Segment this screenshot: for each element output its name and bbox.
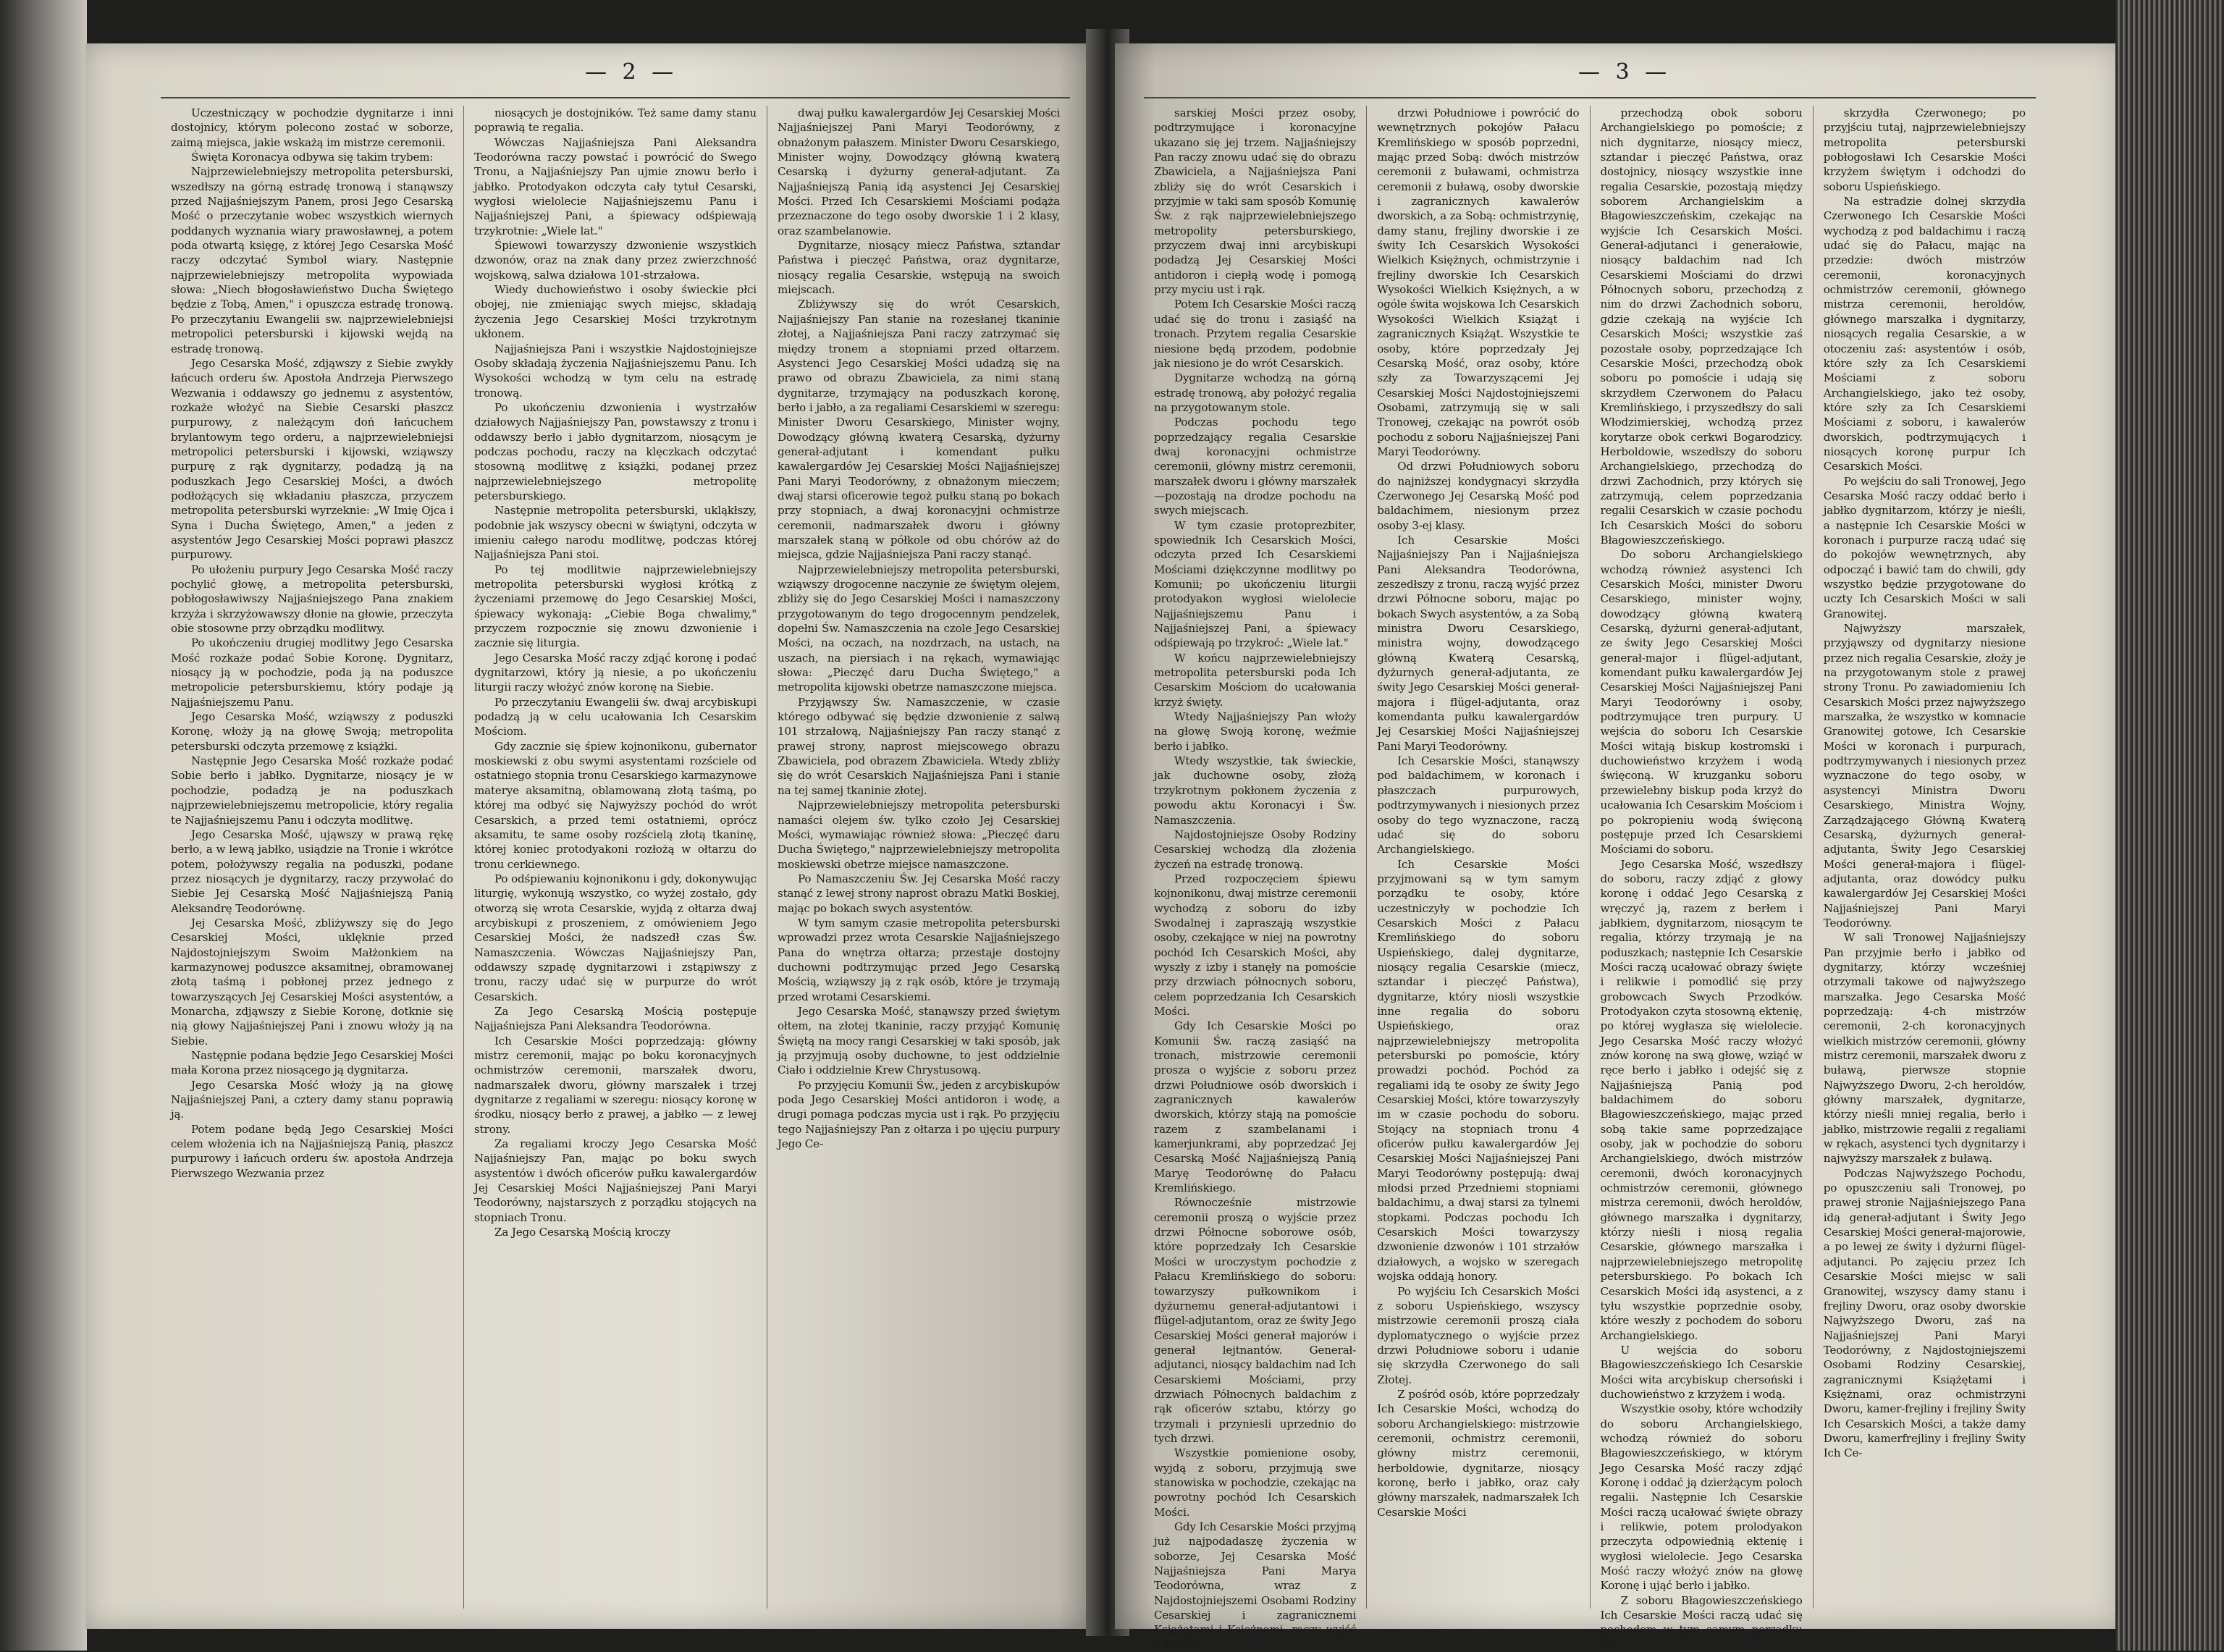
- paragraph: Następnie podana będzie Jego Cesarskiej Mości mała Korona przez niosącego ją dygnitarza.: [171, 1049, 453, 1077]
- paragraph: Najprzewielebniejszy metropolita petersburski, wszedłszy na górną estradę tronową i stanąwszy przed Najjaśniejszym Panem, prosi Jego Cesarską Mość o przeczytanie wobec wszystkich wiernych poddanych wyznania wiary prawosławnej, a potem poda otwartą księgę, z której Jego Cesarska Mość raczy odczytać Symbol wiary. Następnie najprzewielebniejszy metropolita wypowiada słowa: „Niech błogosławieństwo Ducha Świętego będzie z Tobą, Amen," i opuszcza estradę tronową. Po przeczytaniu Ewangelii sw. najprzewielebniejsi metropolici petersburski i kijowski wejdą na estradę tronową.: [171, 165, 453, 355]
- paragraph: Ich Cesarskie Mości przyjmowani są w tym samym porządku te osoby, które uczestniczyły w pochodzie Ich Cesarskich Mości z Pałacu Kremlińskiego do soboru Uspieńskiego, dalej dygnitarze, niosący regalia Cesarskie (miecz, sztandar i pieczęć Państwa), dygnitarze, który niosli wszystkie inne regalia do soboru Uspieńskiego, oraz najprzewielebniejszy metropolita petersburski po pomoście, który prowadzi pochód. Pochód za regaliami idą te osoby ze świty Jego Cesarskiej Mości, które towarzyszyły im w czasie pochodu do soboru. Stojący na stopniach tronu 4 oficerów pułku kawalergardów Jej Cesarskiej Mości Najjaśniejszej Pani Maryi Teodorówny postępują: dwaj młodsi przed Przedniemi stopniami baldachimu, a dwaj starsi za tylnemi stopkami. Podczas pochodu Ich Cesarskich Mości towarzyszy dzwonienie dzwonów i 101 strzałów działowych, a wojsko w szeregach wojska oddają honory.: [1377, 857, 1580, 1284]
- paragraph: Najprzewielebniejszy metropolita petersburski, wziąwszy drogocenne naczynie ze świętym olejem, zbliży się do Jego Cesarskiej Mości i namaszczony przygotowanym do tego drogocennym pendzelek, dopełni Św. Namaszczenia na czole Jego Cesarskiej Mości, na oczach, na nozdrzach, na ustach, na uszach, na piersiach i na rękach, wymawiając słowa: „Pieczęć daru Ducha Świętego," a metropolita kijowski obetrze namaszczone miejsca.: [778, 562, 1060, 694]
- paragraph: Jej Cesarska Mość, zbliżywszy się do Jego Cesarskiej Mości, uklęknie przed Najdostojniejszym Swoim Małżonkiem na karmazynowej poduszce aksamitnej, obramowanej złotą taśmą i pobłonej przez jednego z towarzyszących Jej Cesarskiej Mości asystentów, a Monarcha, zdjąwszy z Siebie Koronę, dotknie się nią głowy Najjaśniejszej Pani i znowu włoży ją na Siebie.: [171, 916, 453, 1048]
- paragraph: Po przyjęciu Komunii Św., jeden z arcybiskupów poda Jego Cesarskiej Mości antidoron i wodę, a drugi pomaga podczas mycia ust i rąk. Po przyjęciu tego Najjaśniejszy Pan z ołtarza i po ujęciu purpury Jego Ce-: [778, 1078, 1060, 1151]
- left-page: [85, 43, 1099, 1629]
- header-rule: [1144, 97, 2036, 98]
- text-column: [1813, 106, 2036, 1609]
- paragraph: Po ukończeniu drugiej modlitwy Jego Cesarska Mość rozkaże podać Sobie Koronę. Dygnitarz, niosący ją w pochodzie, poda ją na poduszce metropolicie petersburskiemu, który podaje ją Najjaśniejszemu Panu.: [171, 636, 453, 709]
- paragraph: przechodzą obok soboru Archangielskiego po pomoście; z nich dygnitarze, niosący miecz, sztandar i pieczęć Państwa, oraz dostojnicy, niosący wszystkie inne regalia Cesarskie, pozostają między soborem Archangielskim a Błagowieszczeńskim, czekając na wyjście Ich Cesarskich Mości. Generał-adjutanci i generałowie, niosący baldachim nad Ich Cesarskiemi Mościami do drzwi Północnych soboru, przechodzą z nim do drzwi Zachodnich soboru, gdzie czekają na wyjście Ich Cesarskich Mości; wszystkie zaś pozostałe osoby, poprzedzające Ich Cesarskie Mości, przechodzą obok soboru po pomoście i udają się skrzydłem Czerwonem do Pałacu Kremlińskiego, i przyszedłszy do sali Włodzimierskiej, wchodzą przez korytarze obok cerkwi Bogarodzicy. Herboldowie, wszedłszy do soboru Archangielskiego, przechodzą do drzwi Zachodnich, przy których się zatrzymują, celem poprzedzania regalii Cesarskich w czasie pochodu Ich Cesarskich Mości do soboru Błagowieszczeńskiego.: [1600, 106, 1803, 547]
- paragraph: Ich Cesarskie Mości, stanąwszy pod baldachimem, w koronach i płaszczach purpurowych, podtrzymywanych i niesionych przez osoby do tego wyznaczone, raczą udać się do soboru Archangielskiego.: [1377, 754, 1580, 856]
- paragraph: Gdy zacznie się śpiew kojnonikonu, gubernator moskiewski z obu swymi asystentami rozściele od ostatniego stopnia tronu Cesarskiego karmazynowe materye aksamitną, oblamowaną złotą taśmą, po której ma odbyć się Najwyższy pochód do wrót Cesarskich, a przed temi ostatniemi, oprócz aksamitu, te same osoby rozścielą złotą tkaninę, której koniec protodyakoni rozłożą w ołtarzu do tronu cerkiewnego.: [474, 739, 757, 871]
- paragraph: Najjaśniejsza Pani i wszystkie Najdostojniejsze Osoby składają życzenia Najjaśniejszemu Panu. Ich Wysokości wchodzą w tym celu na estradę tronową.: [474, 342, 757, 400]
- paragraph: Potem Ich Cesarskie Mości raczą udać się do tronu i zasiąść na tronach. Przytem regalia Cesarskie niesione będą przodem, podobnie jak niesiono je do wrót Cesarskich.: [1154, 298, 1357, 370]
- text-column: [1144, 106, 1366, 1651]
- paragraph: Po tej modlitwie najprzewielebniejszy metropolita petersburski wygłosi krótką z życzeniami przemowę do Jego Cesarskiej Mości, śpiewacy wykonają: „Ciebie Boga chwalimy," przyczem rozpocznie się znowu dzwonienie i zacznie się liturgia.: [474, 562, 757, 650]
- paragraph: niosących je dostojników. Też same damy stanu poprawią te regalia.: [474, 106, 757, 135]
- paragraph: Gdy Ich Cesarskie Mości przyjmą już najpodadaszę życzenia w soborze, Jej Cesarska Mość Najjaśniejsza Pani Marya Teodorówna, wraz z Najdostojniejszemi Osobami Rodziny Cesarskiej i zagranicznemi Książętami i Księżnami, raczy wyjść z soboru: [1154, 1520, 1357, 1651]
- paragraph: Najwyższy marszałek, przyjąwszy od dygnitarzy niesione przez nich regalia Cesarskie, złoży je na przygotowanym stole z prawej strony Tronu. Po zawiadomieniu Ich Cesarskich Mości przez najwyższego marszałka, że wszystko w komnacie Granowitej gotowe, Ich Cesarskie Mości w koronach i purpurach, podtrzymywanych i niesionych przez wyznaczone do tego osoby, w asystencyi Ministra Dworu Cesarskiego, Ministra Wojny, Zarządzającego Główną Kwaterą Cesarską, dyżurnych generał-adjutanta, Świty Jego Cesarskiej Mości generał-majora i flügel-adjutanta, oraz dowódcy pułku kawalergardów Jej Cesarskiej Mości Najjaśniejszej Pani Maryi Teodorówny.: [1823, 622, 2026, 930]
- paragraph: Po ukończeniu dzwonienia i wystrzałów działowych Najjaśniejszy Pan, powstawszy z tronu i oddawszy berło i jabło dygnitarzom, niosącym je podczas pochodu, raczy na klęczkach odczytać stosowną modlitwę z książki, podanej przez najprzewielebniejszego metropolitę petersburskiego.: [474, 400, 757, 502]
- paragraph: Jego Cesarska Mość, ująwszy w prawą rękę berło, a w lewą jabłko, usiądzie na Tronie i wkrótce potem, położywszy regalia na poduszki, podane przez niosących je dygnitarzy, raczy przywołać do Siebie Jej Cesarską Mość Najjaśniejszą Panią Aleksandrę Teodorównę.: [171, 827, 453, 915]
- paragraph: Po przeczytaniu Ewangelii św. dwaj arcybiskupi podadzą ją w celu ucałowania Ich Cesarskim Mościom.: [474, 695, 757, 738]
- paragraph: W końcu najprzewielebniejszy metropolita petersburski poda Ich Cesarskim Mościom do ucałowania krzyż święty.: [1154, 651, 1357, 709]
- paragraph: skrzydła Czerwonego; po przyjściu tutaj, najprzewielebniejszy metropolita petersburski pobłogosławi Ich Cesarskie Mości krzyżem świętym i odchodzi do soboru Uspieńskiego.: [1823, 106, 2026, 193]
- paragraph: Najprzewielebniejszy metropolita petersburski namaści olejem św. tylko czoło Jej Cesarskiej Mości, wymawiając również słowa: „Pieczęć daru Ducha Świętego," najprzewielebniejszy metropolita moskiewski obetrze miejsce namaszczone.: [778, 798, 1060, 871]
- paragraph: dwaj pułku kawalergardów Jej Cesarskiej Mości Najjaśniejszej Pani Maryi Teodorówny, z obnażonym pałaszem. Minister Dworu Cesarskiego, Minister wojny, Dowodzący główną kwaterą Cesarską i dyżurny generał-adjutant. Za Najjaśniejszą Panią idą asystenci Jej Cesarskiej Mości. Przed Ich Cesarskiemi Mościami podąża przeznaczone do tego osoby dworskie 1 i 2 klasy, oraz szambelanowie.: [778, 106, 1060, 237]
- text-column: [161, 106, 463, 1609]
- paragraph: Ich Cesarskie Mości Najjaśniejszy Pan i Najjaśniejsza Pani Aleksandra Teodorówna, zeszedłszy z tronu, raczą wyjść przez drzwi Północne soboru, mając po bokach Swych asystentów, a za Sobą ministra Dworu Cesarskiego, ministra wojny, dowodzącego główną Kwaterą Cesarską, dyżurnych generał-adjutanta, ze świty Jego Cesarskiej Mości generał-majora i flügel-adjutanta, oraz komendanta pułku kawalergardów Jej Cesarskiej Mości Najjaśniejszej Pani Maryi Teodorówny.: [1377, 533, 1580, 753]
- page-number: — 3 —: [1578, 59, 1672, 85]
- paragraph: Podczas Najwyższego Pochodu, po opuszczeniu sali Tronowej, po prawej stronie Najjaśniejszego Pana idą generał-adjutant i Świty Jego Cesarskiej Mości generał-majorowie, a po lewej ze świty i dyżurni flügel-adjutanci. Po zajęciu przez Ich Cesarskie Mości miejsc w sali Granowitej, wszyscy damy stanu i frejliny Dworu, oraz osoby dworskie Najwyższego Dworu, zaś na Najjaśniejszej Pani Maryi Teodorówny, z Najdostojniejszemi Osobami Rodziny Cesarskiej, zagranicznymi Książętami i Księżnami, oraz ochmistrzyni Dworu, kamer-frejliny i frejliny Świty Ich Cesarskich Mości, a także damy Dworu, kamerfrejliny i frejliny Świty Ich Ce-: [1823, 1166, 2026, 1460]
- paragraph: drzwi Południowe i powrócić do wewnętrznych pokojów Pałacu Kremlińskiego w sposób poprzedni, mając przed Sobą: dwóch mistrzów ceremonii z buławami, ochmistrza ceremonii z buławą, osoby dworskie i zagranicznych kawalerów dworskich, a za Sobą: ochmistrzynię, damy stanu, frejliny dworskie i ze świty Ich Cesarskich Wysokości Wielkich Księżnych, ochmistrzynie i frejliny dworskie Ich Cesarskich Wysokości Wielkich Księżnych, a w ogóle świta wojskowa Ich Cesarskich Wysokości Wielkich Książąt i zagranicznych Książąt. Wszystkie te osoby, które poprzedzały Jej Cesarską Mość, oraz osoby, które szły za Towarzyszącemi Jej Cesarskiej Mości Najdostojniejszemi Osobami, zatrzymują się w sali Tronowej, czekając na powrót osób pochodu z soboru Najjaśniejszej Pani Maryi Teodorówny.: [1377, 106, 1580, 458]
- paragraph: Wówczas Najjaśniejsza Pani Aleksandra Teodorówna raczy powstać i powrócić do Swego Tronu, a Najjaśniejszy Pan ujmie znowu berło i jabłko. Protodyakon odczyta cały tytuł Cesarski, wygłosi wielolecie Najjaśniejszemu Panu i Najjaśniejszej Pani, a śpiewacy odśpiewają trzykrotnie: „Wiele lat.": [474, 135, 757, 237]
- paragraph: Potem podane będą Jego Cesarskiej Mości celem włożenia ich na Najjaśniejszą Panią, płaszcz purpurowy i łańcuch orderu św. apostoła Andrzeja Pierwszego Wezwania przez: [171, 1122, 453, 1180]
- paragraph: Gdy Ich Cesarskie Mości po Komunii Św. raczą zasiąść na tronach, mistrzowie ceremonii prosza o wyjście z soboru przez drzwi Południowe osób dworskich i zagranicznych kawalerów dworskich, którzy stają na pomoście razem z szambelanami i kamerjunkrami, aby poprzedzać Jej Cesarską Mość Najjaśniejszą Panią Maryę Teodorównę do Pałacu Kremlińskiego.: [1154, 1019, 1357, 1195]
- text-column: [463, 106, 767, 1609]
- page-number: — 2 —: [585, 59, 678, 85]
- paragraph: W sali Tronowej Najjaśniejszy Pan przyjmie berło i jabłko od dygnitarzy, którzy wcześniej otrzymali takowe od najwyższego marszałka. Jego Cesarska Mość poprzedzają: 4-ch mistrzów ceremonii, 2-ch koronacyjnych wielkich mistrzów ceremonii, główny mistrz ceremonii, marszałek dworu z buławą, pierwsze stopnie Najwyższego Dworu, 2-ch heroldów, główny marszałek, dygnitarze, którzy nieśli mniej regalia, berło i jabłko, mistrzowie regalii z regaliami w rękach, asystenci tych dygnitarzy i najwyższy marszałek z buławą.: [1823, 931, 2026, 1166]
- paragraph: Święta Koronacya odbywa się takim trybem:: [191, 151, 434, 164]
- text-column: [1366, 106, 1589, 1609]
- paragraph: Zbliżywszy się do wrót Cesarskich, Najjaśniejszy Pan stanie na rozesłanej tkaninie złotej, a Najjaśniejsza Pani raczy zatrzymać się między tronem a stopniami przed ołtarzem. Asystenci Jego Cesarskiej Mości udadzą się na prawo od obrazu Zbawiciela, za nimi staną dygnitarze, trzymający na poduszkach koronę, berło i jabło, a za regaliami Cesarskiemi w szeregu: Minister Dworu Cesarskiego, Minister wojny, Dowodzący główną kwaterą Cesarską, dyżurny generał-adjutant i komendant pułku kawalergardów Jej Cesarskiej Mości Najjaśniejszej Pani Maryi Teodorówny, z obnażonym mieczem; dwaj starsi oficerowie tegoż pułku staną po bokach przy stopniach, a dwaj koronacyjni ochmistrze ceremonii, nadmarszałek dworu i główny marszałek staną w półkole od obu chórów aż do miejsca, gdzie Najjaśniejsza Pani raczy stanąć.: [778, 298, 1060, 562]
- paragraph: Równocześnie mistrzowie ceremonii proszą o wyjście przez drzwi Północne soborowe osób, które poprzedzały Ich Cesarskie Mości w uroczystym pochodzie z Pałacu Kremlińskiego do soboru: towarzyszy pułkownikom i dyżurnemu generał-adjutantowi i flügel-adjutantom, oraz ze świty Jego Cesarskiej Mości generał majorów i generał lejtnantów. Generał-adjutanci, niosący baldachim nad Ich Cesarskiemi Mościami, przy drzwiach Północnych baldachim z rąk oficerów sztabu, którzy go trzymali i przyniesli uprzednio do tych drzwi.: [1154, 1196, 1357, 1445]
- right-page: [1115, 43, 2121, 1651]
- paragraph: Podczas pochodu tego poprzedzający regalia Cesarskie dwaj koronacyjni ochmistrze ceremonii, główny mistrz ceremonii, marszałek dworu i główny marszałek—pozostają na drodze pochodu na swych miejscach.: [1154, 416, 1357, 518]
- text-column: [767, 106, 1070, 1609]
- paragraph: Po wyjściu Ich Cesarskich Mości z soboru Uspieńskiego, wszyscy mistrzowie ceremonii proszą ciała dyplomatycznego o wyjście przez drzwi Południowe soboru i udanie się skrzydła Czerwonego do sali Złotej.: [1377, 1284, 1580, 1386]
- paragraph: Wtedy Najjaśniejszy Pan włoży na głowę Swoją koronę, weźmie berło i jabłko.: [1154, 710, 1357, 753]
- paragraph: Następnie Jego Cesarska Mość rozkaże podać Sobie berło i jabłko. Dygnitarze, niosący je w pochodzie, podadzą je na poduszkach najprzewielebniejszemu metropolicie, który regalia te Najjaśniejszemu Panu i odczyta modlitwę.: [171, 754, 453, 827]
- paragraph: W tym czasie protoprezbiter, spowiednik Ich Cesarskich Mości, odczyta przed Ich Cesarskiemi Mościami dziękczynne modlitwy po Komunii; po ukończeniu liturgii protodyakon wygłosi wielolecie Najjaśniejszemu Panu i Najjaśniejszej Pani, a śpiewacy odśpiewają po trzykroć: „Wiele lat.": [1154, 518, 1357, 650]
- header-rule: [161, 97, 1070, 98]
- paragraph: Następnie metropolita petersburski, ukląkłszy, podobnie jak wszyscy obecni w świątyni, odczyta w imieniu całego narodu modlitwę, podczas której Najjaśniejsza Pani stoi.: [474, 504, 757, 562]
- paragraph: Przyjąwszy Św. Namaszczenie, w czasie którego odbywać się będzie dzwonienie z salwą 101 strzałową, Najjaśniejszy Pan raczy stanąć z prawej strony, naprost miejscowego obrazu Zbawiciela, pod obrazem Zbawiciela. Wtedy zbliży się do wrót Cesarskich Najjaśniejsza Pani i stanie na tej samej tkaninie złotej.: [778, 695, 1060, 797]
- paragraph: Do soboru Archangielskiego wchodzą również asystenci Ich Cesarskich Mości, minister Dworu Cesarskiego, minister wojny, dowodzący główną kwaterą Cesarską, dyżurni generał-adjutant, ze świty Jego Cesarskiej Mości generał-major i flügel-adjutant, komendant pułku kawalergardów Jej Cesarskiej Mości Najjaśniejszej Pani Maryi Teodorówny i osoby, podtrzymujące tren purpury. U wejścia do soboru Ich Cesarskie Mości witają biskup kostromski i duchowieństwo krzyżem i wodą święconą. W kruzganku soboru przewielebny biskup poda krzyż do ucałowania Ich Cesarskim Mościom i po pokropieniu wodą święconą postępuje przed Ich Cesarskiemi Mościami do soboru.: [1600, 548, 1803, 856]
- paragraph: Jego Cesarska Mość, wziąwszy z poduszki Koronę, włoży ją na głowę Swoją; metropolita petersburski odczyta przemowę z książki.: [171, 710, 453, 753]
- paragraph: Na estradzie dolnej skrzydła Czerwonego Ich Cesarskie Mości wychodzą z pod baldachimu i raczą udać się do Pałacu, mając na przedzie: dwóch mistrzów ceremonii, koronacyjnych ochmistrzów ceremonii, głównego mistrza ceremonii, heroldów, głównego marszałka i dygnitarzy, niosących regalia Cesarskie, a w otoczeniu zaś: asystentów i osób, które szły za Ich Cesarskiemi Mościami z soboru Archangielskiego, jako też osoby, które szły za Ich Cesarskiemi Mościami z soboru, i kawalerów dworskich, podtrzymujących i niosących koronę purpur Ich Cesarskich Mości.: [1823, 195, 2026, 473]
- paragraph: Wtedy wszystkie, tak świeckie, jak duchowne osoby, złożą trzykrotnym pokłonem życzenia z powodu aktu Koronacyi i Św. Namaszczenia.: [1154, 754, 1357, 827]
- paragraph: U wejścia do soboru Błagowieszczeńskiego Ich Cesarskie Mości wita arcybiskup chersoński i duchowieństwo z krzyżem i wodą.: [1600, 1343, 1803, 1401]
- paragraph: Jego Cesarska Mość, stanąwszy przed świętym ołtem, na złotej tkaninie, raczy przyjąć Komunię Świętą na mocy rangi Cesarskiej w taki sposób, jak ją przyjmują osoby duchowne, to jest oddzielnie Ciało i oddzielnie Krew Chrystusową.: [778, 1004, 1060, 1077]
- paragraph: Wszystkie osoby, które wchodziły do soboru Archangielskiego, wchodzą również do soboru Błagowieszczeńskiego, w którym Jego Cesarska Mość raczy zdjąć Koronę i oddać ją dzierżącym poloch regalii. Następnie Ich Cesarskie Mości raczą ucałować święte obrazy i relikwie, potem prolodyakon przeczyta odpowiednią ektenię i wygłosi wielolecie. Jego Cesarska Mość raczy włożyć znów na głowę Koronę i ująć berło i jabłko.: [1600, 1402, 1803, 1593]
- paragraph: Z soboru Błagowieszczeńskiego Ich Cesarskie Mości raczą udać się pochodem w tym samym porządku do: [1600, 1593, 1803, 1651]
- paragraph: Za Jego Cesarską Mością postępuje Najjaśniejsza Pani Aleksandra Teodorówna.: [474, 1004, 757, 1033]
- paragraph: W tym samym czasie metropolita petersburski wprowadzi przez wrota Cesarskie Najjaśniejszego Pana do wnętrza ołtarza; przestaje dostojny duchowni podtrzymując przed Jego Cesarską Mością, wziąwszy ją z rąk osób, które je trzymają przed wrotami Cesarskiemi.: [778, 916, 1060, 1003]
- paragraph: Przed rozpoczęciem śpiewu kojnonikonu, dwaj mistrze ceremonii wychodzą z soboru do izby Swodalnej i zapraszają wszystkie osoby, czekające w niej na powrotny pochód Ich Cesarskich Mości, aby wyszły z izby i stanęły na pomoście przy drzwiach północnych soboru, celem poprzedzania Ich Cesarskich Mości.: [1154, 872, 1357, 1018]
- paragraph: Ich Cesarskie Mości poprzedzają: główny mistrz ceremonii, mając po boku koronacyjnych ochmistrzów ceremonii, marszałek dworu, nadmarszałek dworu, główny marszałek i trzej dygnitarze z regaliami w szeregu: niosący koronę w środku, niosący berło z prawej, a jabłko — z lewej strony.: [474, 1034, 757, 1136]
- paragraph: Dygnitarze, niosący miecz Państwa, sztandar Państwa i pieczęć Państwa, oraz dygnitarze, niosący regalia Cesarskie, wstępują na swoich miejscach.: [778, 239, 1060, 297]
- scan-edge-left: [0, 0, 87, 1651]
- paragraph: Z pośród osób, które poprzedzały Ich Cesarskie Mości, wchodzą do soboru Archangielskiego: mistrzowie ceremonii, ochmistrz ceremonii, główny mistrz ceremonii, herboldowie, dygnitarze, niosący koronę, berło i jabłko, oraz cały główny marszałek, nadmarszałek Ich Cesarskie Mości: [1377, 1387, 1580, 1519]
- paragraph: Jego Cesarska Mość, zdjąwszy z Siebie zwykły łańcuch orderu św. Apostoła Andrzeja Pierwszego Wezwania i oddawszy go jednemu z asystentów, rozkaże włożyć na Siebie Cesarski płaszcz purpurowy, z należącym doń łańcuchem brylantowym tego orderu, a najprzewielebniejsi metropolici petersburski i kijowski, wziąwszy purpurę z rąk dygnitarzy, podadzą ją na poduszkach Jego Cesarskiej Mości, a dwóch podłożących się wkładaniu płaszcza, przyczem metropolita petersburski wyrzeknie: „W Imię Ojca i Syna i Ducha Świętego, Amen," a jeden z asystentów Jego Cesarskiej Mości poprawi płaszcz purpurowy.: [171, 356, 453, 562]
- paragraph: Od drzwi Południowych soboru do najniższej kondygnacyi skrzydła Czerwonego Jej Cesarską Mość pod baldachimem, niesionym przez osoby 3-ej klasy.: [1377, 460, 1580, 532]
- scan-edge-right: [2115, 0, 2224, 1651]
- paragraph: Po wejściu do sali Tronowej, Jego Cesarska Mość raczy oddać berło i jabłko dygnitarzom, którzy je nieśli, a następnie Ich Cesarskie Mości w koronach i purpurze raczą udać się do pokojów wewnętrznych, aby odpocząć i bawić tam do chwili, gdy wszystko będzie przygotowane do uczty Ich Cesarskich Mości w sali Granowitej.: [1823, 474, 2026, 620]
- paragraph: Za regaliami kroczy Jego Cesarska Mość Najjaśniejszy Pan, mając po boku swych asystentów i dwóch oficerów pułku kawalergardów Jej Cesarskiej Mości Najjaśniejszej Pani Maryi Teodorówny, najstarszych z porządku stojących na stopniach Tronu.: [474, 1137, 757, 1224]
- paragraph: Najdostojniejsze Osoby Rodziny Cesarskiej wchodzą dla złożenia życzeń na estradę tronową.: [1154, 827, 1357, 871]
- paragraph: Dygnitarze wchodzą na górną estradę tronową, aby położyć regalia na przygotowanym stole.: [1154, 371, 1357, 414]
- paragraph: Jego Cesarska Mość, wszedłszy do soboru, raczy zdjąć z głowy koronę i oddać Jego Cesarską z wręczyć ją, razem z berłem i jabłkiem, dygnitarzom, niosącym te regalia, którzy trzymają je na poduszkach; następnie Ich Cesarskie Mości raczą ucałować obrazy święte i relikwie i pomodlić się przy grobowcach Swych Przodków. Protodyakon czyta stosowną ektenię, po której wygłasza się wielolecie. Jego Cesarska Mość raczy włożyć znów koronę na swą głowę, wziąć w ręce berło i jabłko i odejść się z Najjaśniejszą Panią pod baldachimem do soboru Błagowieszczeńskiego, mając przed sobą takie same poprzedzające osoby, jak w pochodzie do soboru Archangielskiego, dwóch mistrzów ceremonii, dwóch koronacyjnych ochmistrzów ceremonii, głównego mistrza ceremonii, dwóch heroldów, głównego marszałka i dygnitarzy, którzy nieśli i niosą regalia Cesarskie, głównego marszałka i najprzewielebniejszego metropolitę petersburskiego. Po bokach Ich Cesarskich Mości idą asystenci, a z tyłu wszystkie poprzednie osoby, które weszły z pochodem do soboru Archangielskiego.: [1600, 857, 1803, 1342]
- paragraph: sarskiej Mości przez osoby, podtrzymujące i koronacyjne ukazano się jej trzem. Najjaśniejszy Pan raczy znowu udać się do obrazu Zbawiciela, a Najjaśniejsza Pani zbliży się do wrót Cesarskich i przyjmie w taki sam sposób Komunię Św. z rąk najprzewielebniejszego metropolity petersburskiego, przyczem dwaj inni arcybiskupi podadzą Jej Cesarskiej Mości antidoron i ciepłą wodę i pomogą przy myciu ust i rąk.: [1154, 106, 1357, 297]
- paragraph: Jego Cesarska Mość raczy zdjąć koronę i podać dygnitarzowi, który ją niesie, a po ukończeniu liturgii raczy włożyć znów koronę na Siebie.: [474, 651, 757, 694]
- text-column: [1590, 106, 1813, 1651]
- text-columns: [1144, 106, 2036, 1651]
- paragraph: Po odśpiewaniu kojnonikonu i gdy, dokonywując liturgię, wykonują wszystko, co wyżej zostało, gdy otworzą się wrota Cesarskie, wyjdą z ołtarza dwaj arcybiskupi z proszeniem, z omówieniem Jego Cesarskiej Mości, że nadszedł czas Św. Namaszczenia. Wówczas Najjaśniejszy Pan, oddawszy szpadę dygnitarzowi i zstąpiwszy z tronu, raczy udać się w purpurze do wrót Cesarskich.: [474, 872, 757, 1003]
- paragraph: Jego Cesarska Mość włoży ją na głowę Najjaśniejszej Pani, a cztery damy stanu poprawią ją.: [171, 1078, 453, 1121]
- paragraph: Po ułożeniu purpury Jego Cesarska Mość raczy pochylić głowę, a metropolita petersburski, pobłogosławiwszy Najjaśniejszego Pana znakiem krzyża i skrzyżowawszy dłonie na głowie, przeczyta obie stosowne przy obrządku modlitwy.: [171, 562, 453, 636]
- paragraph: Po Namaszczeniu Św. Jej Cesarska Mość raczy stanąć z lewej strony naprost obrazu Matki Boskiej, mając po bokach swych asystentów.: [778, 872, 1060, 915]
- paragraph: Wszystkie pomienione osoby, wyjdą z soboru, przyjmują swe stanowiska w pochodzie, czekając na powrotny pochód Ich Cesarskich Mości.: [1154, 1446, 1357, 1519]
- text-columns: [161, 106, 1070, 1609]
- paragraph: Uczestniczący w pochodzie dygnitarze i inni dostojnicy, którym polecono zostać w soborze, zaimą miejsca, jakie wskażą im mistrze ceremonii.: [171, 106, 453, 149]
- paragraph: Za Jego Cesarską Mością kroczy: [494, 1226, 671, 1239]
- paragraph: Śpiewowi towarzyszy dzwonienie wszystkich dzwonów, oraz na znak dany przez zwierzchność wojskową, salwa działowa 101-strzałowa.: [474, 239, 757, 282]
- paragraph: Wiedy duchowieństwo i osoby świeckie płci obojej, nie zmieniając swych miejsc, składają życzenia Jego Cesarskiej Mości trzykrotnym ukłonem.: [474, 283, 757, 341]
